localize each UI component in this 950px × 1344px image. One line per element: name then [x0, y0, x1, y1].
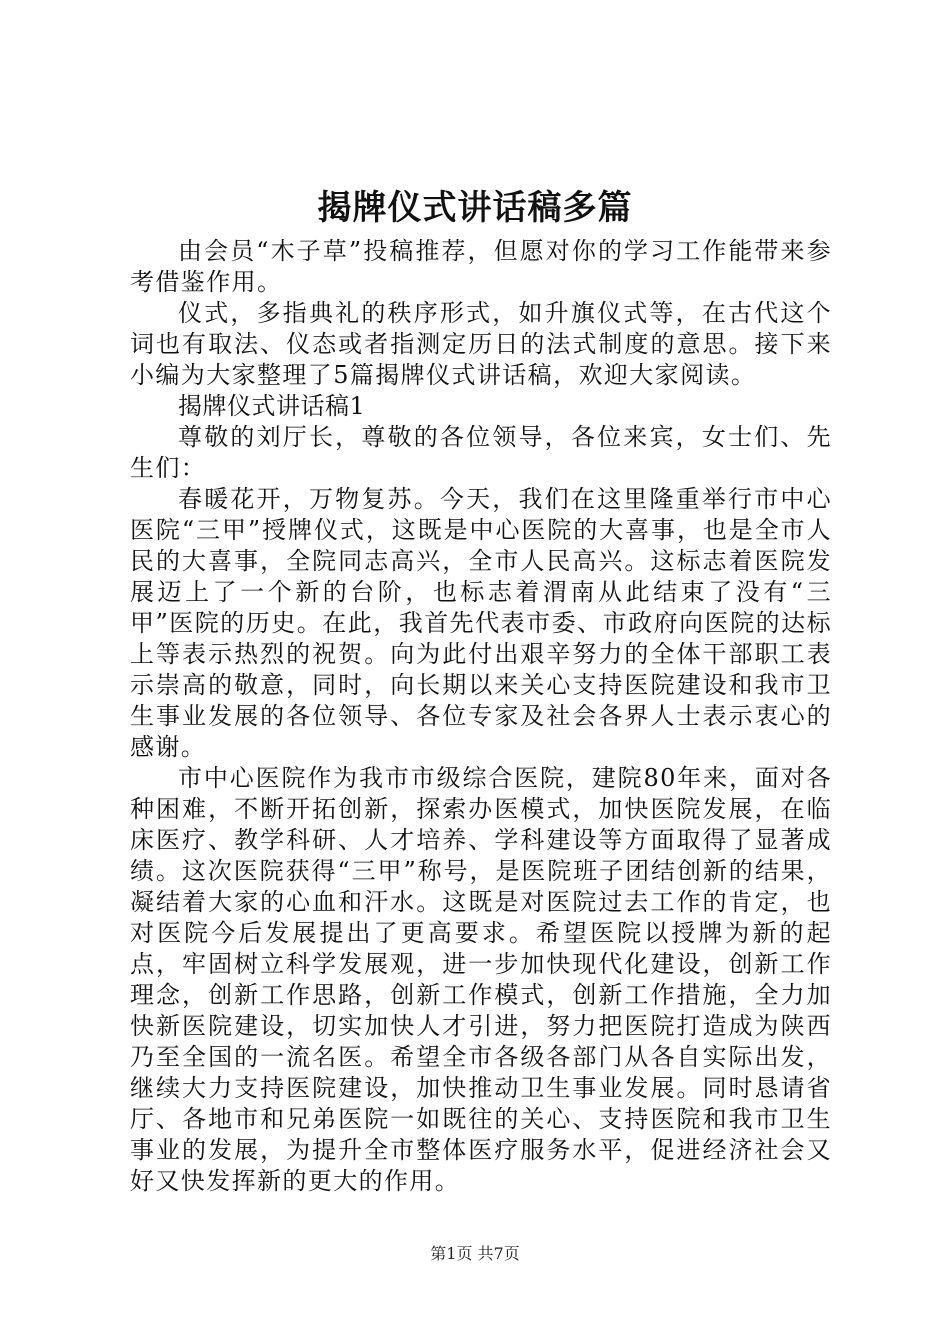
body-paragraph: 市中心医院作为我市市级综合医院，建院80年来，面对各种困难，不断开拓创新，探索办医模式，加快医院发展，在临床医疗、教学科研、人才培养、学科建设等方面取得了显著成绩。这次医院获得“三甲”称号，是医院班子团结创新的结果，凝结着大家的心血和汗水。这既是对医院过去工作的肯定，也对医院今后发展提出了更高要求。希望医院以授牌为新的起点，牢固树立科学发展观，进一步加快现代化建设，创新工作理念，创新工作思路，创新工作模式，创新工作措施，全力加快新医院建设，切实加快人才引进，努力把医院打造成为陕西乃至全国的一流名医。希望全市各级各部门从各自实际出发，继续大力支持医院建设，加快推动卫生事业发展。同时恳请省厅、各地市和兄弟医院一如既往的关心、支持医院和我市卫生事业的发展，为提升全市整体医疗服务水平，促进经济社会又好又快发挥新的更大的作用。 [130, 764, 832, 1195]
body-paragraph: 春暖花开，万物复苏。今天，我们在这里隆重举行市中心医院“三甲”授牌仪式，这既是中心医院的大喜事，也是全市人民的大喜事，全院同志高兴，全市人民高兴。这标志着医院发展迈上了一个新的台阶，也标志着渭南从此结束了没有“三甲”医院的历史。在此，我首先代表市委、市政府向医院的达标上等表示热烈的祝贺。向为此付出艰辛努力的全体干部职工表示崇高的敬意，同时，向长期以来关心支持医院建设和我市卫生事业发展的各位领导、各位专家及社会各界人士表示衷心的感谢。 [130, 485, 832, 761]
page-footer: 第1页 共7页 [430, 1244, 520, 1263]
document-body [130, 236, 832, 1197]
definition-paragraph: 仪式，多指典礼的秩序形式，如升旗仪式等，在古代这个词也有取法、仪态或者指测定历日的法式制度的意思。接下来小编为大家整理了5篇揭牌仪式讲话稿，欢迎大家阅读。 [130, 299, 832, 389]
salutation-paragraph: 尊敬的刘厅长，尊敬的各位领导，各位来宾，女士们、先生们： [130, 423, 832, 482]
section-heading: 揭牌仪式讲话稿1 [178, 392, 366, 420]
intro-paragraph: 由会员“木子草”投稿推荐，但愿对你的学习工作能带来参考借鉴作用。 [130, 237, 832, 296]
page-title: 揭牌仪式讲话稿多篇 [317, 188, 633, 228]
